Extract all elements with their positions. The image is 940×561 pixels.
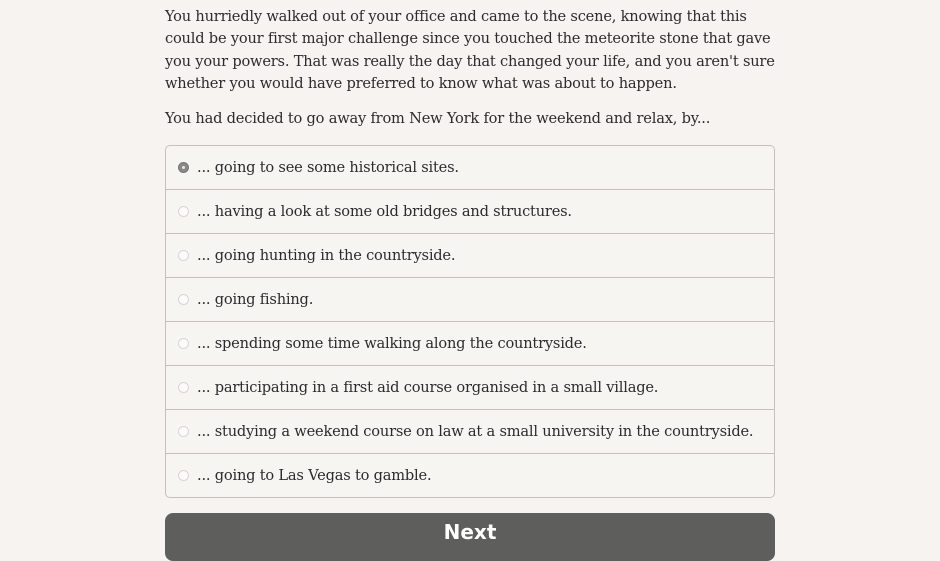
choice-option-walking[interactable]	[166, 321, 774, 365]
choice-list	[165, 145, 775, 498]
choice-label: ... going hunting in the countryside.	[197, 247, 456, 265]
choice-option-hunting[interactable]	[166, 233, 774, 277]
radio-selected-icon[interactable]	[178, 162, 189, 173]
radio-icon[interactable]	[178, 426, 189, 437]
choice-option-fishing[interactable]	[166, 277, 774, 321]
radio-icon[interactable]	[178, 470, 189, 481]
choice-label: ... going fishing.	[197, 291, 314, 309]
choice-option-las-vegas[interactable]	[166, 453, 774, 497]
game-content	[165, 0, 775, 561]
choice-option-law-course[interactable]	[166, 409, 774, 453]
next-button[interactable]: Next	[165, 513, 775, 561]
choice-label: ... going to Las Vegas to gamble.	[197, 467, 432, 485]
choice-option-bridges[interactable]	[166, 189, 774, 233]
radio-icon[interactable]	[178, 206, 189, 217]
choice-label: ... spending some time walking along the countryside.	[197, 335, 587, 353]
choice-label: ... having a look at some old bridges and structures.	[197, 203, 572, 221]
story-paragraph: You hurriedly walked out of your office and came to the scene, knowing that this could be your first major challenge since you touched the meteorite stone that gave you your powers. That was really the day that changed your life, and you aren't sure whether you would have preferred to know what was about to happen.	[165, 8, 775, 92]
choice-label: ... studying a weekend course on law at a small university in the countryside.	[197, 423, 754, 441]
choice-label: ... participating in a first aid course organised in a small village.	[197, 379, 659, 397]
choice-prompt: You had decided to go away from New York for the weekend and relax, by...	[165, 110, 711, 128]
choice-option-historical-sites[interactable]	[166, 146, 774, 189]
radio-icon[interactable]	[178, 250, 189, 261]
radio-icon[interactable]	[178, 338, 189, 349]
radio-icon[interactable]	[178, 382, 189, 393]
choice-option-first-aid[interactable]	[166, 365, 774, 409]
radio-icon[interactable]	[178, 294, 189, 305]
choice-label: ... going to see some historical sites.	[197, 159, 459, 177]
